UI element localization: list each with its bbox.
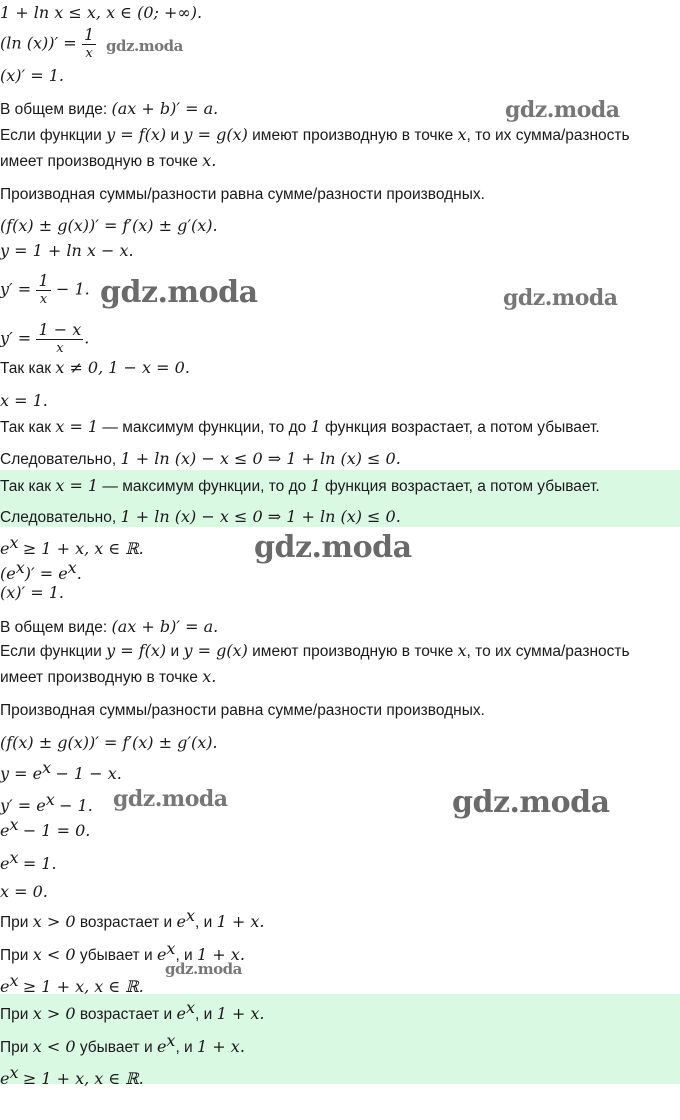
text-line: Производная суммы/разности равна сумме/разности производных. [0, 186, 485, 203]
watermark: gdz.moda [113, 786, 228, 812]
fraction: $\frac{1}{x}$ [83, 25, 95, 61]
fraction: $\frac{1 - x}{x}$ [38, 320, 82, 356]
formula-line: $y = e^x - 1 - x$. [0, 758, 122, 784]
formula-line: (f(x) ± g(x))′ = f′(x) ± g′(x). [0, 216, 218, 235]
formula-line: $e^x - 1 = 0$. [0, 815, 91, 841]
formula-line: $e^x \ge 1 + x$, x ∈ ℝ. [0, 533, 144, 559]
formula-line: x = 1. [0, 391, 48, 410]
text-line: Так как x = 1 — максимум функции, то до 1 функция возрастает, а потом убывает. [0, 417, 600, 436]
text-line: При x > 0 возрастает и $e^x$, и 1 + x. [0, 906, 265, 932]
formula-line: 1 + ln x ≤ x, x ∈ (0; +∞). [0, 3, 203, 22]
text-line: имеет производную в точке x. [0, 151, 217, 170]
text-line: При x < 0 убывает и $e^x$, и 1 + x. [0, 939, 245, 965]
formula-line: y = 1 + ln x − x. [0, 241, 134, 260]
text-line: Так как x ≠ 0, 1 − x = 0. [0, 358, 190, 377]
formula-line: (x)′ = 1. [0, 66, 64, 85]
text-line: Так как x = 1 — максимум функции, то до 1 функция возрастает, а потом убывает. [0, 476, 600, 495]
watermark: gdz.moda [452, 785, 610, 820]
formula-line: $e^x \ge 1 + x$, x ∈ ℝ. [0, 1063, 144, 1089]
text-line: При x < 0 убывает и $e^x$, и 1 + x. [0, 1031, 245, 1057]
text-line: При x > 0 возрастает и $e^x$, и 1 + x. [0, 998, 265, 1024]
watermark: gdz.moda [254, 530, 412, 565]
formula-line: (x)′ = 1. [0, 583, 64, 602]
text-line: Производная суммы/разности равна сумме/разности производных. [0, 702, 485, 719]
text-line: имеет производную в точке x. [0, 667, 217, 686]
watermark: gdz.moda [505, 97, 620, 123]
formula-line: $y' = e^x - 1$. [0, 790, 93, 816]
text-line: Если функции y = f(x) и y = g(x) имеют производную в точке x, то их сумма/разность [0, 641, 630, 660]
formula-line: $(e^x)' = e^x$. [0, 558, 82, 584]
text-line: Следовательно, 1 + ln (x) − x ≤ 0 ⇒ 1 + ln (x) ≤ 0. [0, 449, 401, 468]
formula-line: y′ = $\frac{1 - x}{x}$ . [0, 320, 90, 356]
text-line: В общем виде: (ax + b)′ = a. [0, 617, 219, 636]
formula-line: (ln (x))′ = $\frac{1}{x}$ [0, 25, 95, 61]
fraction: $\frac{1}{x}$ [38, 271, 49, 307]
formula-line: $e^x \ge 1 + x$, x ∈ ℝ. [0, 971, 144, 997]
watermark: gdz.moda [503, 285, 618, 311]
text-line: Если функции y = f(x) и y = g(x) имеют производную в точке x, то их сумма/разность [0, 125, 630, 144]
text-line: Следовательно, 1 + ln (x) − x ≤ 0 ⇒ 1 + ln (x) ≤ 0. [0, 507, 401, 526]
formula-line: y′ = $\frac{1}{x}$ − 1. [0, 271, 90, 307]
formula-line: $e^x = 1$. [0, 848, 57, 874]
formula-line: x = 0. [0, 882, 48, 901]
formula-line: (f(x) ± g(x))′ = f′(x) ± g′(x). [0, 733, 218, 752]
watermark: gdz.moda [100, 275, 258, 310]
text-line: В общем виде: (ax + b)′ = a. [0, 99, 219, 118]
watermark: gdz.moda [106, 37, 183, 55]
watermark: gdz.moda [165, 960, 242, 978]
